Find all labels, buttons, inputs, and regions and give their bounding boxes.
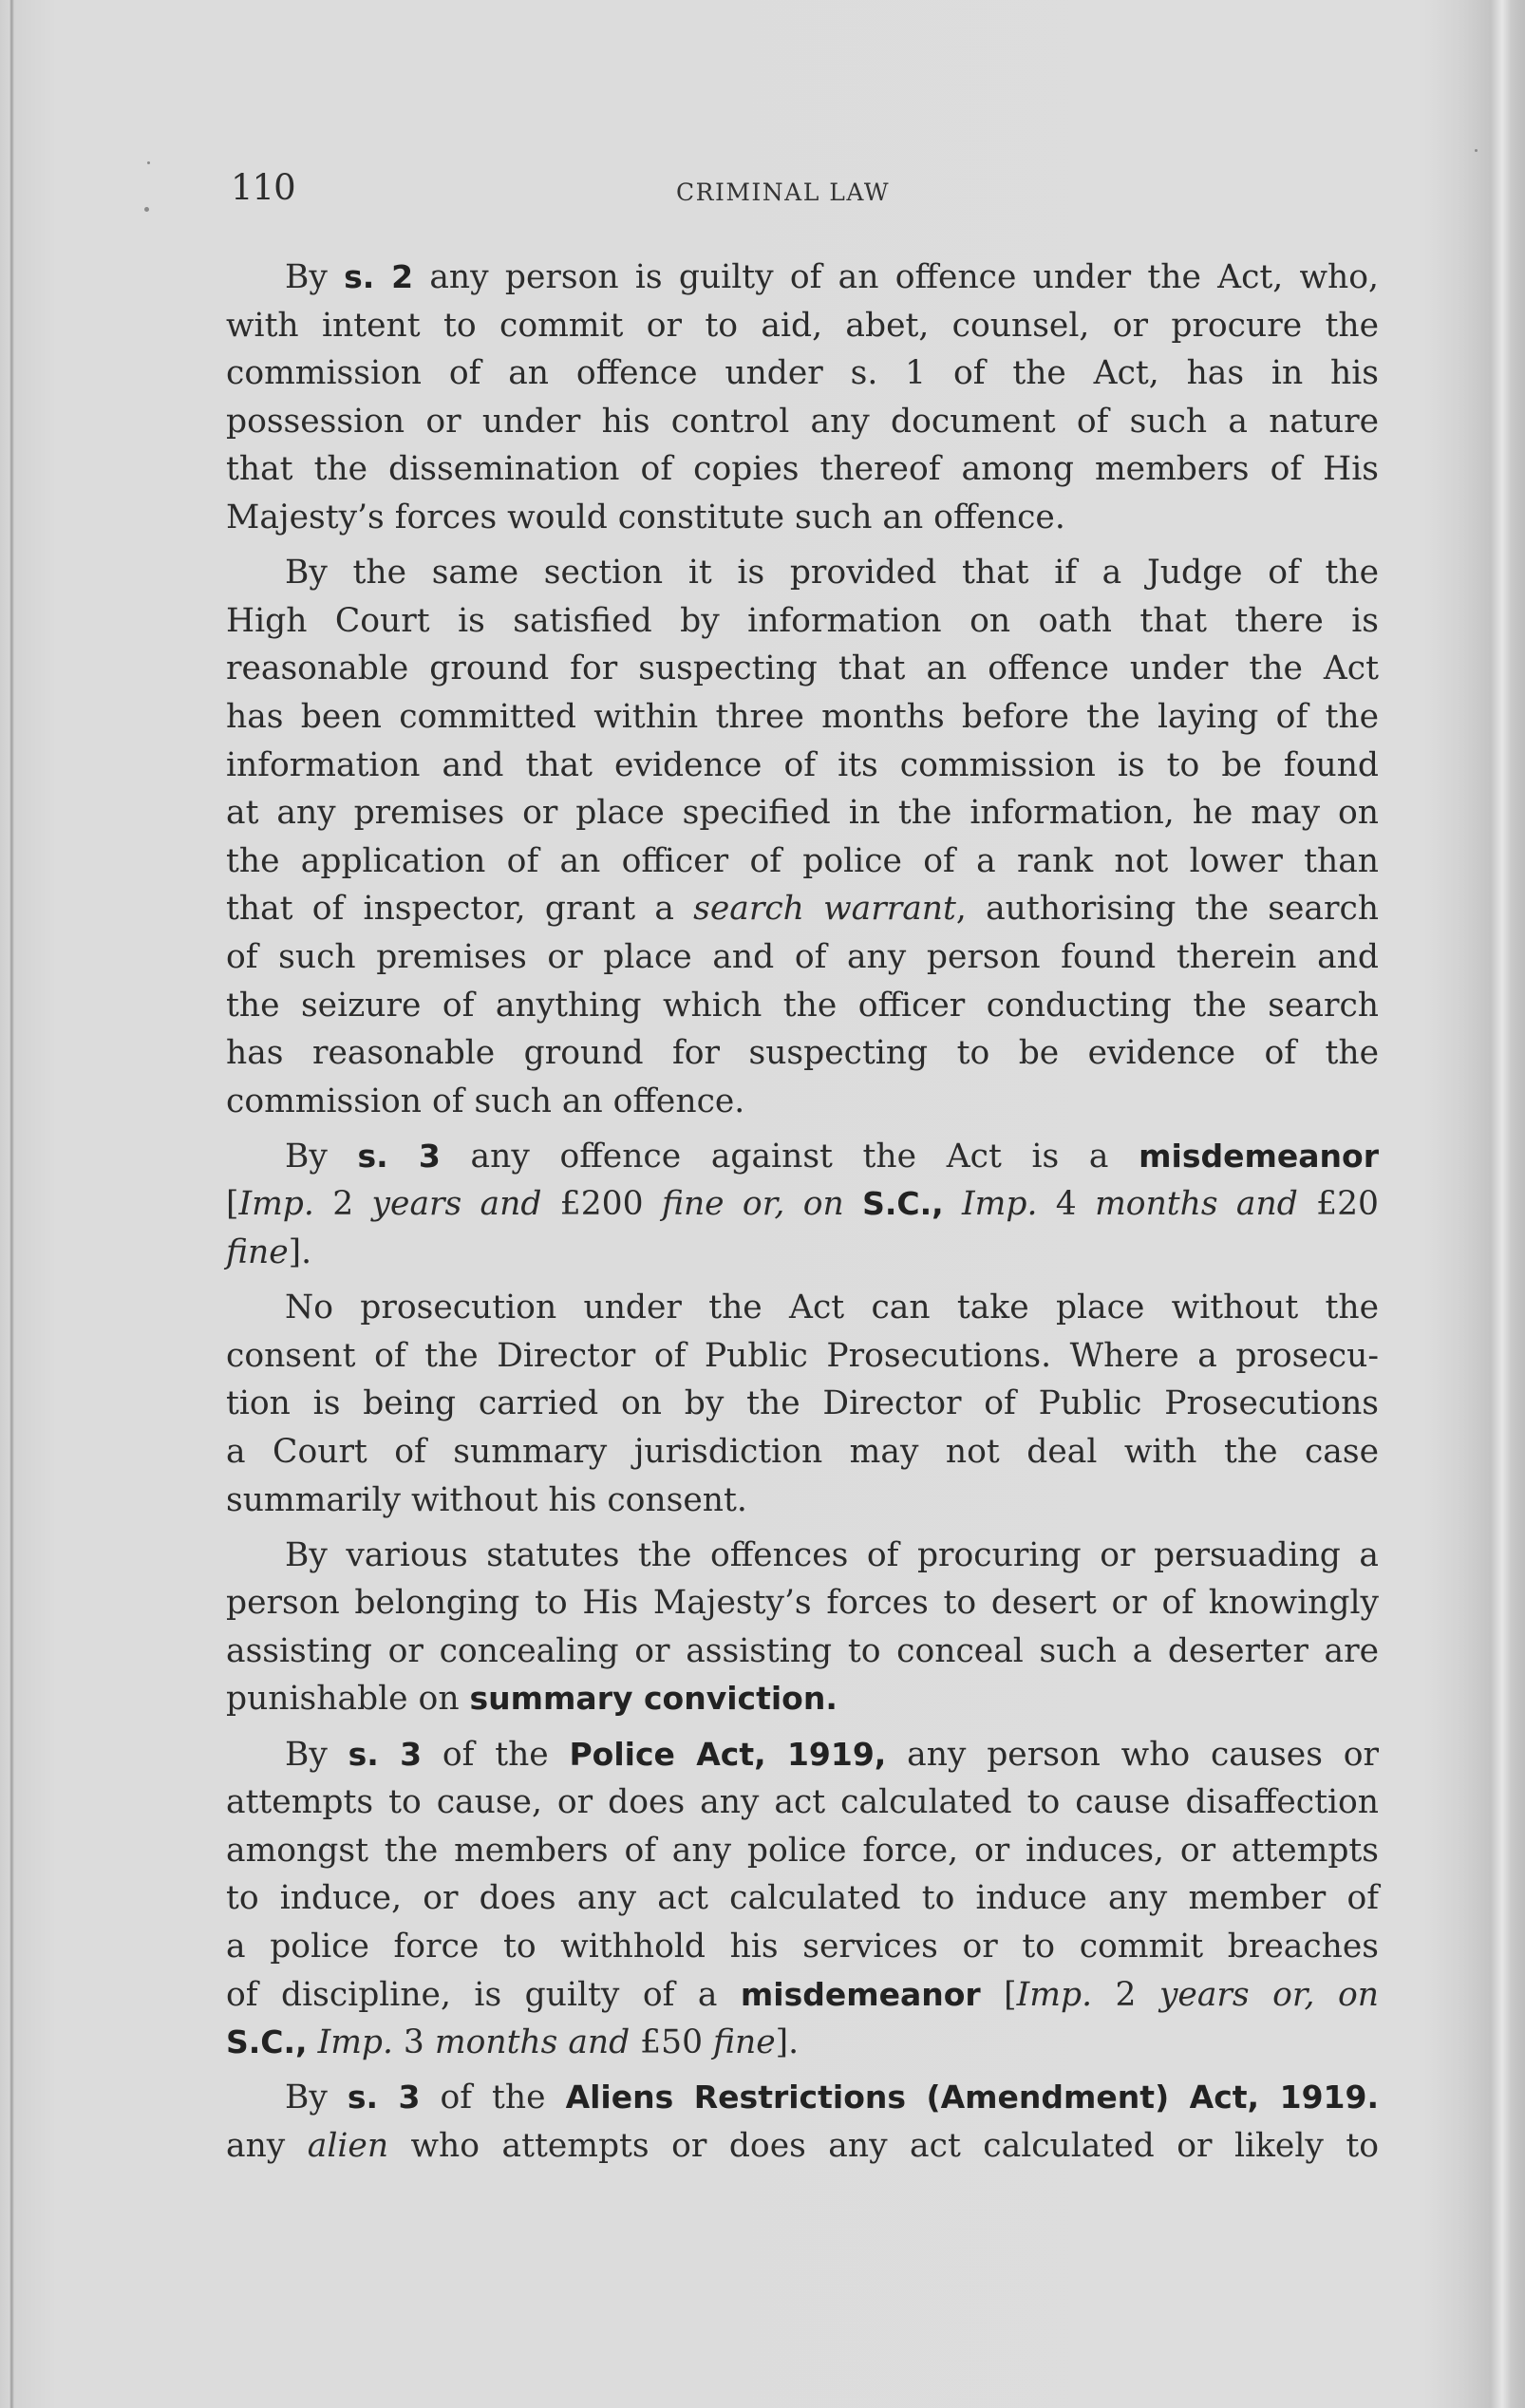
text-run: , authorising the search [955,890,1379,929]
text-run [944,1185,962,1223]
text-run: tion is being carried on by the Director of Public Prosecutions [226,1384,1379,1423]
bold-text: S.C., [226,2023,308,2061]
text-line [226,1433,1379,1471]
text-run: 2 [313,1185,372,1224]
text-run: [ [226,1185,239,1224]
bold-text: Police Act, 1919, [569,1735,887,1773]
text-run: £50 [630,2023,713,2062]
text-run: at any premises or place specified in the information, he may on [226,794,1379,833]
text-line [226,649,1379,687]
italic-text: fine or, on [661,1185,844,1224]
italic-text: Imp. [238,1185,314,1224]
text-line [226,307,1379,345]
bold-text: s. 2 [344,258,414,295]
text-line [285,1138,1379,1176]
text-run: By various statutes the offences of procuring or persuading a [285,1535,1379,1574]
text-run: commission of such an offence. [226,1082,745,1120]
text-line [226,1481,1379,1519]
italic-text: Imp. [317,2023,393,2062]
text-line [226,842,1379,880]
paper-speck [1475,149,1478,152]
text-line [226,746,1379,784]
running-title: CRIMINAL LAW [676,179,891,206]
text-run: any person is guilty of an offence under the Act, who, [413,258,1379,296]
bold-text: s. 3 [347,2079,421,2116]
italic-text: alien [307,2126,389,2165]
text-run: of discipline, is guilty of a [226,1975,741,2014]
text-line [285,1536,1379,1574]
text-line [226,1832,1379,1870]
text-run: By [285,1735,348,1774]
text-run: By the same section it is provided that if a Judge of the [285,554,1379,593]
text-line [226,1879,1379,1917]
text-line [226,1082,1379,1120]
text-run: information and that evidence of its commission is to be found [226,745,1379,784]
text-run: £20 [1297,1185,1380,1224]
text-line [226,1185,1379,1223]
page-number: 110 [231,167,295,208]
text-run: By [285,1137,358,1176]
italic-text: Imp. [962,1185,1038,1224]
text-line [226,1384,1379,1422]
text-run: has reasonable ground for suspecting to be evidence of the [226,1034,1379,1073]
italic-text: search warrant [693,890,956,929]
text-line [226,1233,1379,1271]
text-run: assisting or concealing or assisting to conceal such a deserter are [226,1631,1379,1670]
bold-text: s. 3 [348,1735,423,1773]
text-run: a police force to withhold his services or to commit breaches [226,1927,1379,1966]
text-run: of such premises or place and of any person found therein and [226,937,1379,976]
text-run: of the [420,2079,566,2117]
text-line [226,1783,1379,1821]
text-run: to induce, or does any act calculated to induce any member of [226,1879,1379,1918]
text-line [226,1337,1379,1375]
text-run: By [285,2079,348,2117]
italic-text: fine [713,2023,776,2062]
text-line [226,354,1379,392]
text-line [226,1584,1379,1622]
text-run: who attempts or does any act calculated or likely to [388,2126,1379,2165]
text-run: By [285,258,345,296]
bold-text: s. 3 [357,1137,441,1175]
text-line [226,794,1379,832]
text-run: 3 [392,2023,435,2062]
bold-text: summary conviction. [469,1680,838,1718]
italic-text: years and [371,1185,542,1224]
paper-speck [147,161,150,164]
text-line [226,450,1379,488]
text-run: any person who causes or [886,1735,1379,1774]
text-run: that of inspector, grant a [226,890,694,929]
text-run: commission of an offence under s. 1 of the Act, has in his [226,354,1379,393]
text-line [226,403,1379,441]
text-run: reasonable ground for suspecting that an offence under the Act [226,649,1379,688]
text-run: the application of an officer of police of a rank not lower than [226,841,1379,880]
text-run: a Court of summary jurisdiction may not deal with the case [226,1432,1379,1471]
bold-text: misdemeanor [740,1975,981,2013]
italic-text: months and [1095,1185,1298,1224]
text-line [226,1034,1379,1072]
text-line [285,1289,1379,1326]
bold-text: misdemeanor [1139,1137,1379,1175]
text-run: any offence against the Act is a [440,1137,1139,1176]
text-run: Majesty’s forces would constitute such an offence. [226,499,1065,536]
text-run: person belonging to His Majesty’s forces to desert or of knowingly [226,1584,1379,1623]
italic-text: Imp. [1016,1975,1093,2014]
text-run: 4 [1037,1185,1096,1224]
text-line [226,1928,1379,1966]
text-run: High Court is satisfied by information on oath that there is [226,601,1379,640]
paper-speck [144,207,149,212]
text-run: that the dissemination of copies thereof among members of His [226,450,1379,489]
text-line [226,1976,1379,2014]
text-line [226,2023,1379,2061]
text-line [285,1736,1379,1774]
text-run: punishable on [226,1680,470,1719]
text-run: ]. [288,1233,312,1271]
text-run: [ [980,1975,1017,2014]
bold-text: S.C., [862,1185,944,1223]
text-line [226,890,1379,928]
text-run: 2 [1092,1975,1159,2014]
text-run: any [226,2126,308,2165]
text-run: with intent to commit or to aid, abet, counsel, or procure the [226,306,1379,345]
text-run [844,1185,862,1223]
text-run: summarily without his consent. [226,1480,747,1519]
text-line [285,2079,1379,2116]
text-run: attempts to cause, or does any act calculated to cause disaffection [226,1783,1379,1822]
text-line [226,1680,1379,1718]
text-line [226,698,1379,736]
text-run: No prosecution under the Act can take place without the [285,1289,1379,1327]
text-line [226,2127,1379,2165]
text-line [226,938,1379,976]
text-line [226,602,1379,640]
text-run: ]. [775,2023,800,2062]
italic-text: months and [434,2023,631,2062]
italic-text: fine [226,1233,289,1271]
italic-text: years or, on [1158,1975,1379,2014]
text-run: the seizure of anything which the officer conducting the search [226,986,1379,1025]
text-line [226,1632,1379,1670]
text-run: possession or under his control any document of such a nature [226,402,1379,441]
text-run: amongst the members of any police force, or induces, or attempts [226,1831,1379,1870]
bold-text: Aliens Restrictions (Amendment) Act, 1919. [565,2079,1379,2116]
text-line [226,987,1379,1025]
text-run: £200 [541,1185,662,1224]
text-line [285,258,1379,296]
text-run: has been committed within three months before the laying of the [226,697,1379,736]
text-run: consent of the Director of Public Prosecutions. Where a prosecu- [226,1336,1379,1375]
text-line [285,554,1379,592]
text-line [226,499,1379,536]
text-run: of the [422,1735,570,1774]
text-run [308,2023,318,2061]
